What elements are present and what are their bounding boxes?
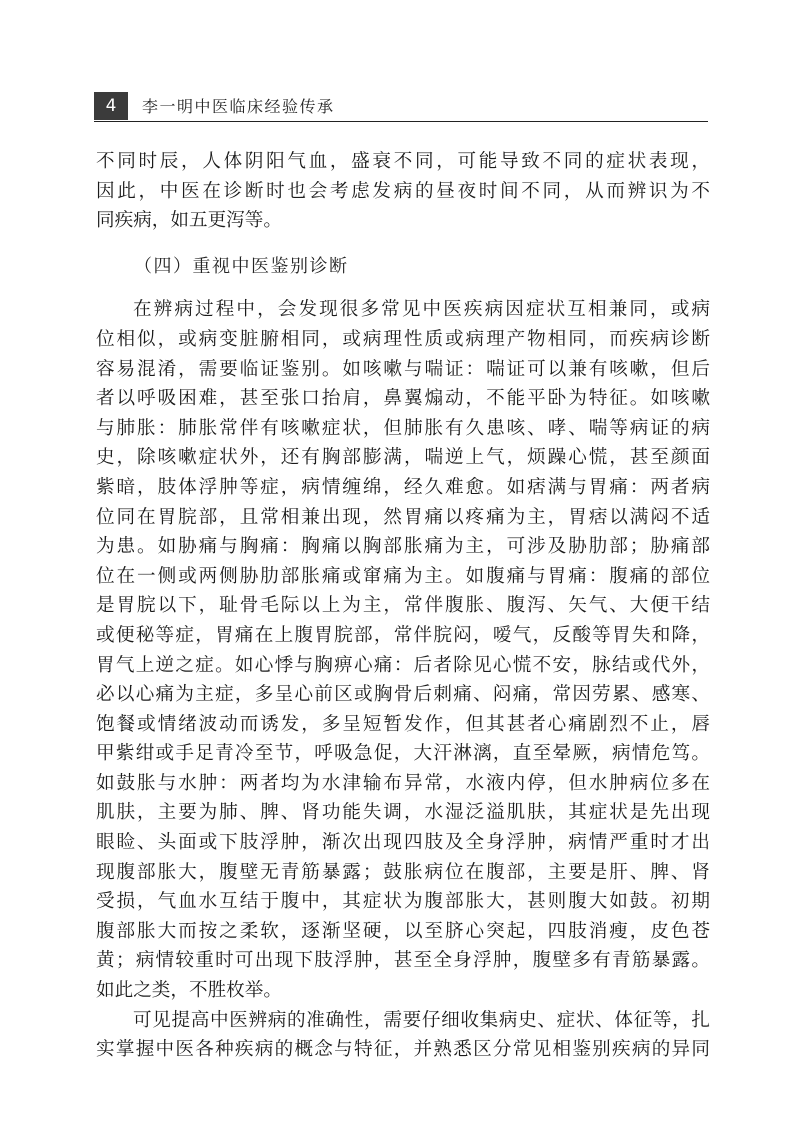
text-line: 腹部胀大而按之柔软，逐渐坚硬，以至脐心突起，四肢消瘦，皮色苍 — [96, 920, 710, 942]
running-header — [94, 92, 708, 122]
text-line: 紫暗，肢体浮肿等症，病情缠绵，经久难愈。如痞满与胃痛：两者病 — [96, 476, 710, 498]
text-line: 位同在胃脘部，且常相兼出现，然胃痛以疼痛为主，胃痞以满闷不适 — [96, 506, 710, 528]
text-line: 位在一侧或两侧胁肋部胀痛或窜痛为主。如腹痛与胃痛：腹痛的部位 — [96, 565, 710, 587]
running-title: 李一明中医临床经验传承 — [142, 97, 335, 116]
text-line: 同疾病，如五更泻等。 — [96, 210, 282, 232]
text-line: 容易混淆，需要临证鉴别。如咳嗽与喘证：喘证可以兼有咳嗽，但后 — [96, 358, 710, 380]
text-line: 必以心痛为主症，多呈心前区或胸骨后刺痛、闷痛，常因劳累、感寒、 — [96, 684, 710, 706]
text-line: 甲紫绀或手足青冷至节，呼吸急促，大汗淋漓，直至晕厥，病情危笃。 — [96, 743, 710, 765]
section-heading: （四）重视中医鉴别诊断 — [134, 255, 349, 277]
paragraph-2 — [96, 295, 710, 1005]
text-line: 胃气上逆之症。如心悸与胸痹心痛：后者除见心慌不安，脉结或代外， — [96, 654, 710, 676]
text-line: 是胃脘以下，耻骨毛际以上为主，常伴腹胀、腹泻、矢气、大便干结 — [96, 595, 710, 617]
text-line: 位相似，或病变脏腑相同，或病理性质或病理产物相同，而疾病诊断 — [96, 328, 710, 350]
text-line: 与肺胀：肺胀常伴有咳嗽症状，但肺胀有久患咳、哮、喘等病证的病 — [96, 417, 710, 439]
text-line: 史，除咳嗽症状外，还有胸部膨满，喘逆上气，烦躁心慌，甚至颜面 — [96, 447, 710, 469]
text-line: 不同时辰，人体阴阳气血，盛衰不同，可能导致不同的症状表现， — [96, 151, 710, 172]
text-line: 如此之类，不胜枚举。 — [96, 980, 282, 1002]
text-line: 饱餐或情绪波动而诱发，多呈短暂发作，但其甚者心痛剧烈不止，唇 — [96, 713, 710, 735]
text-line: 眼睑、头面或下肢浮肿，渐次出现四肢及全身浮肿，病情严重时才出 — [96, 832, 710, 854]
text-line: 肌肤，主要为肺、脾、肾功能失调，水湿泛溢肌肤，其症状是先出现 — [96, 802, 710, 824]
text-line: 如鼓胀与水肿：两者均为水津输布异常，水液内停，但水肿病位多在 — [96, 772, 710, 794]
body-text — [96, 147, 710, 1065]
page-number: 4 — [94, 92, 128, 120]
text-line: 因此，中医在诊断时也会考虑发病的昼夜时间不同，从而辨识为不 — [96, 180, 710, 202]
text-line: 黄；病情较重时可出现下肢浮肿，甚至全身浮肿，腹壁多有青筋暴露。 — [96, 950, 710, 972]
paragraph-1 — [96, 147, 710, 236]
text-line: 受损，气血水互结于腹中，其症状为腹部胀大，甚则腹大如鼓。初期 — [96, 891, 710, 913]
text-line: 可见提高中医辨病的准确性，需要仔细收集病史、症状、体征等，扎 — [133, 1009, 710, 1031]
header-rule — [94, 121, 708, 122]
text-line: 者以呼吸困难，甚至张口抬肩，鼻翼煽动，不能平卧为特征。如咳嗽 — [96, 388, 710, 410]
paragraph-3 — [96, 1006, 710, 1065]
text-line: 或便秘等症，胃痛在上腹胃脘部，常伴脘闷，嗳气，反酸等胃失和降， — [96, 624, 710, 646]
text-line: 在辨病过程中，会发现很多常见中医疾病因症状互相兼同，或病 — [133, 299, 710, 321]
text-line: 现腹部胀大，腹壁无青筋暴露；鼓胀病位在腹部，主要是肝、脾、肾 — [96, 861, 710, 883]
text-line: 为患。如胁痛与胸痛：胸痛以胸部胀痛为主，可涉及胁肋部；胁痛部 — [96, 536, 710, 558]
text-line: 实掌握中医各种疾病的概念与特征，并熟悉区分常见相鉴别疾病的异同 — [96, 1039, 710, 1061]
